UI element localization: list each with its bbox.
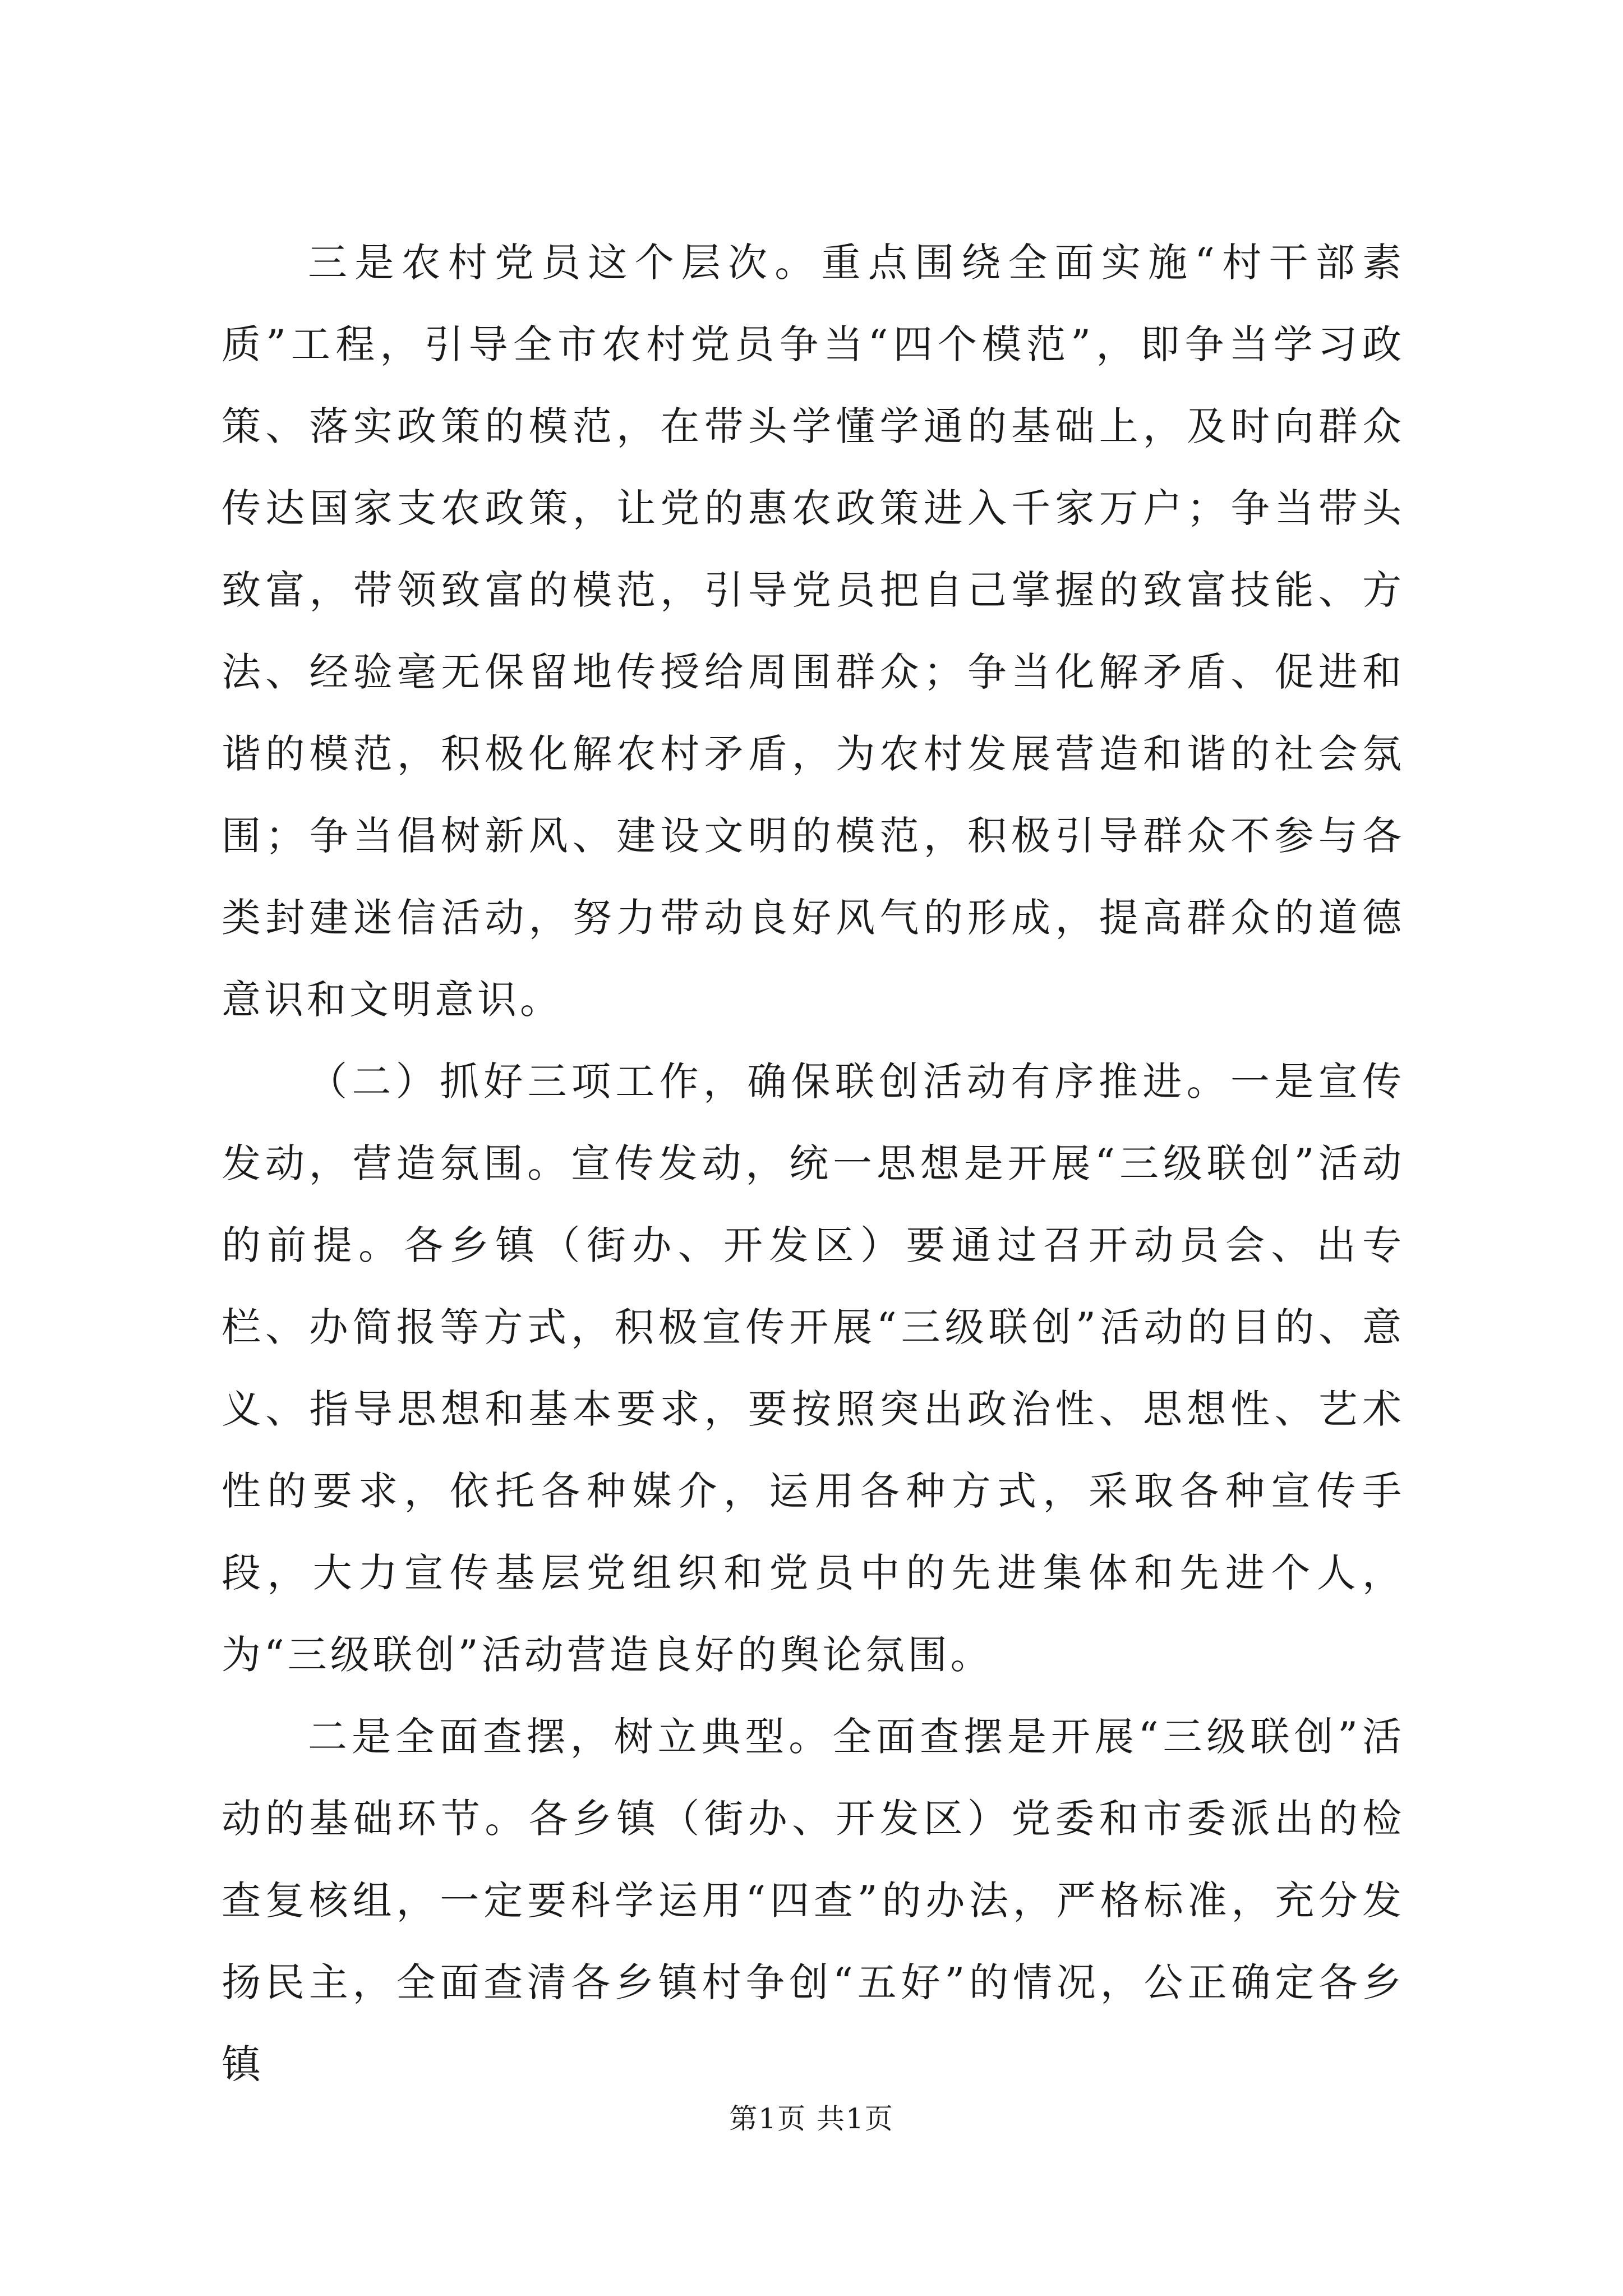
paragraph-rural-party-members: 三是农村党员这个层次。重点围绕全面实施“村干部素质”工程，引导全市农村党员争当“四个模范”，即争当学习政策、落实政策的模范，在带头学懂学通的基础上，及时向群众传达国家支农政策，让党的惠农政策进入千家万户；争当带头致富，带领致富的模范，引导党员把自己掌握的致富技能、方法、经验毫无保留地传授给周围群众；争当化解矛盾、促进和谐的模范，积极化解农村矛盾，为农村发展营造和谐的社会氛围；争当倡树新风、建设文明的模范，积极引导群众不参与各类封建迷信活动，努力带动良好风气的形成，提高群众的道德意识和文明意识。	[222, 240, 1405, 1023]
paragraph-comprehensive-review: 二是全面查摆，树立典型。全面查摆是开展“三级联创”活动的基础环节。各乡镇（街办、开发区）党委和市委派出的检查复核组，一定要科学运用“四查”的办法，严格标准，充分发扬民主，全面查清各乡镇村争创“五好”的情况，公正确定各乡镇	[222, 1714, 1405, 2087]
document-body	[222, 222, 1405, 2105]
page-number-footer: 第1页 共1页	[729, 2102, 894, 2135]
paragraph-three-tasks: （二）抓好三项工作，确保联创活动有序推进。一是宣传发动，营造氛围。宣传发动，统一思想是开展“三级联创”活动的前提。各乡镇（街办、开发区）要通过召开动员会、出专栏、办简报等方式，积极宣传开展“三级联创”活动的目的、意义、指导思想和基本要求，要按照突出政治性、思想性、艺术性的要求，依托各种媒介，运用各种方式，采取各种宣传手段，大力宣传基层党组织和党员中的先进集体和先进个人，为“三级联创”活动营造良好的舆论氛围。	[222, 1059, 1405, 1678]
